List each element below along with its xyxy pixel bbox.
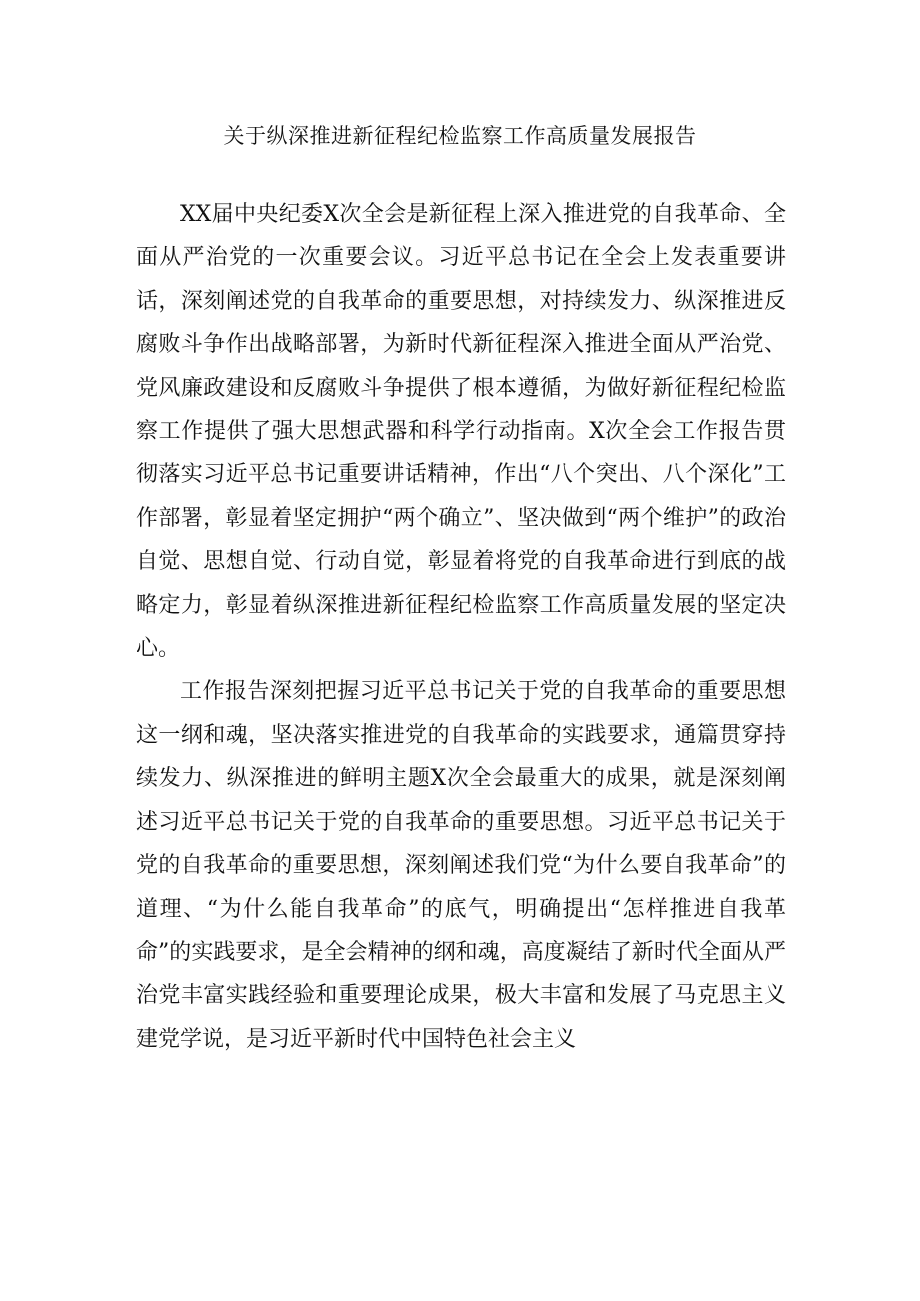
paragraph-1: XX届中央纪委X次全会是新征程上深入推进党的自我革命、全面从严治党的一次重要会议。习近平总书记在全会上发表重要讲话，深刻阐述党的自我革命的重要思想，对持续发力、纵深推进反腐败斗争作出战略部署，为新时代新征程深入推进全面从严治党、党风廉政建设和反腐败斗争提供了根本遵循，为做好新征程纪检监察工作提供了强大思想武器和科学行动指南。X次全会工作报告贯彻落实习近平总书记重要讲话精神，作出“八个突出、八个深化”工作部署，彰显着坚定拥护“两个确立”、坚决做到“两个维护”的政治自觉、思想自觉、行动自觉，彰显着将党的自我革命进行到底的战略定力，彰显着纵深推进新征程纪检监察工作高质量发展的坚定决心。 bbox=[136, 202, 786, 662]
document-body bbox=[136, 193, 786, 1061]
paragraph-2: 工作报告深刻把握习近平总书记关于党的自我革命的重要思想这一纲和魂，坚决落实推进党的自我革命的实践要求，通篇贯穿持续发力、纵深推进的鲜明主题X次全会最重大的成果，就是深刻阐述习近平总书记关于党的自我革命的重要思想。习近平总书记关于党的自我革命的重要思想，深刻阐述我们党“为什么要自我革命”的道理、“为什么能自我革命”的底气，明确提出“怎样推进自我革命”的实践要求，是全会精神的纲和魂，高度凝结了新时代全面从严治党丰富实践经验和重要理论成果，极大丰富和发展了马克思主义建党学说，是习近平新时代中国特色社会主义 bbox=[136, 679, 786, 1052]
document-title: 关于纵深推进新征程纪检监察工作高质量发展报告 bbox=[223, 124, 697, 148]
